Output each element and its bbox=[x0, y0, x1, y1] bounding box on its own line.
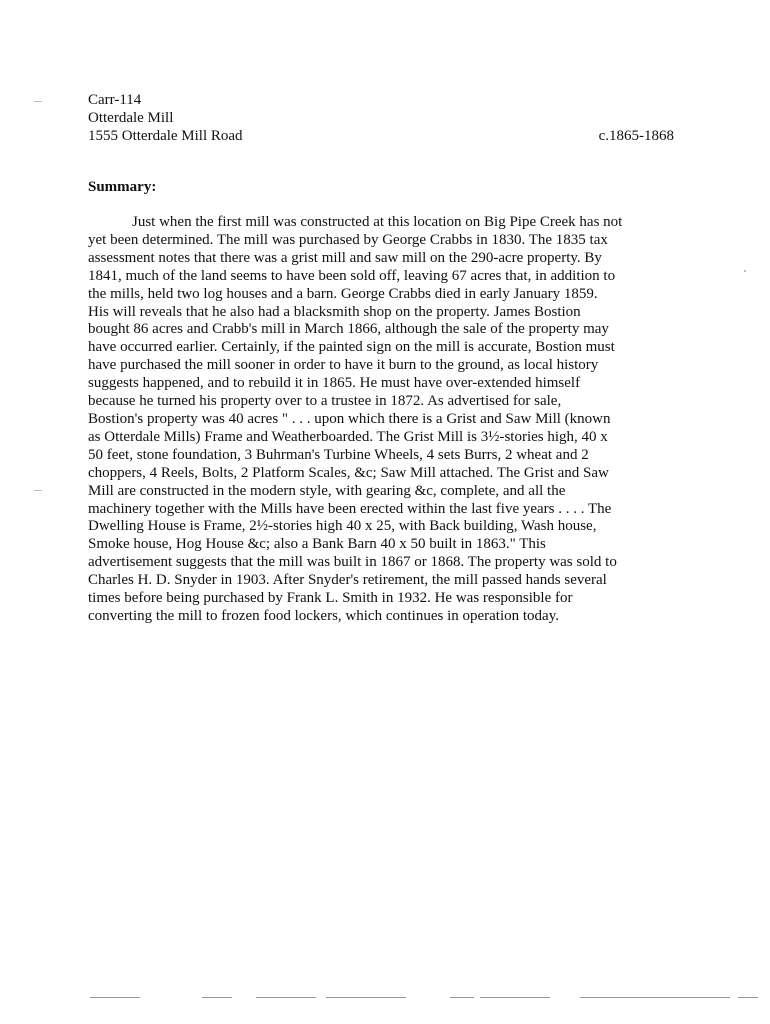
body-line: Just when the first mill was constructed at this location on Big Pipe Creek has not bbox=[132, 214, 623, 230]
body-line: yet been determined. The mill was purchased by George Crabbs in 1830. The 1835 tax bbox=[88, 231, 608, 248]
margin-mark-middle bbox=[34, 490, 42, 491]
summary-heading: Summary: bbox=[88, 179, 157, 195]
body-line: Mill are constructed in the modern style, with gearing &c, complete, and all the bbox=[88, 482, 566, 499]
margin-mark-top bbox=[34, 101, 42, 102]
document-header bbox=[88, 91, 674, 145]
body-line: because he turned his property over to a trustee in 1872. As advertised for sale, bbox=[88, 393, 562, 410]
body-line: have occurred earlier. Certainly, if the painted sign on the mill is accurate, Bostion must bbox=[88, 339, 615, 356]
body-line: have purchased the mill sooner in order to have it burn to the ground, as local history bbox=[88, 357, 599, 374]
margin-mark-right bbox=[744, 270, 746, 272]
summary-paragraph bbox=[88, 214, 676, 626]
body-line: Bostion's property was 40 acres " . . . upon which there is a Grist and Saw Mill (known bbox=[88, 410, 611, 427]
body-line: His will reveals that he also had a blacksmith shop on the property. James Bostion bbox=[88, 303, 581, 320]
address-row bbox=[88, 127, 674, 145]
body-line: as Otterdale Mills) Frame and Weatherboarded. The Grist Mill is 3½-stories high, 40 x bbox=[88, 428, 608, 445]
body-line: Dwelling House is Frame, 2½-stories high 40 x 25, with Back building, Wash house, bbox=[88, 518, 597, 535]
body-line: assessment notes that there was a grist mill and saw mill on the 290-acre property. By bbox=[88, 249, 602, 266]
body-line: Charles H. D. Snyder in 1903. After Snyder's retirement, the mill passed hands several bbox=[88, 572, 607, 589]
address: 1555 Otterdale Mill Road bbox=[88, 128, 243, 144]
body-line: choppers, 4 Reels, Bolts, 2 Platform Scales, &c; Saw Mill attached. The Grist and Saw bbox=[88, 464, 609, 481]
body-line: suggests happened, and to rebuild it in 1865. He must have over-extended himself bbox=[88, 375, 581, 392]
body-line: times before being purchased by Frank L. Smith in 1932. He was responsible for bbox=[88, 590, 573, 607]
site-name: Otterdale Mill bbox=[88, 110, 174, 126]
record-id: Carr-114 bbox=[88, 92, 142, 108]
body-line: advertisement suggests that the mill was built in 1867 or 1868. The property was sold to bbox=[88, 554, 617, 571]
body-line: converting the mill to frozen food lockers, which continues in operation today. bbox=[88, 607, 559, 624]
body-line: machinery together with the Mills have been erected within the last five years . . . . The bbox=[88, 500, 612, 517]
body-line: 50 feet, stone foundation, 3 Buhrman's Turbine Wheels, 4 sets Burrs, 2 wheat and 2 bbox=[88, 446, 589, 463]
body-line: Smoke house, Hog House &c; also a Bank Barn 40 x 50 built in 1863." This bbox=[88, 536, 546, 553]
date-range: c.1865-1868 bbox=[598, 128, 674, 144]
body-line: 1841, much of the land seems to have been sold off, leaving 67 acres that, in addition to bbox=[88, 267, 616, 284]
body-line: bought 86 acres and Crabb's mill in March 1866, although the sale of the property may bbox=[88, 321, 609, 338]
scan-edge-artifact bbox=[90, 997, 760, 1000]
body-line: the mills, held two log houses and a barn. George Crabbs died in early January 1859. bbox=[88, 285, 598, 302]
